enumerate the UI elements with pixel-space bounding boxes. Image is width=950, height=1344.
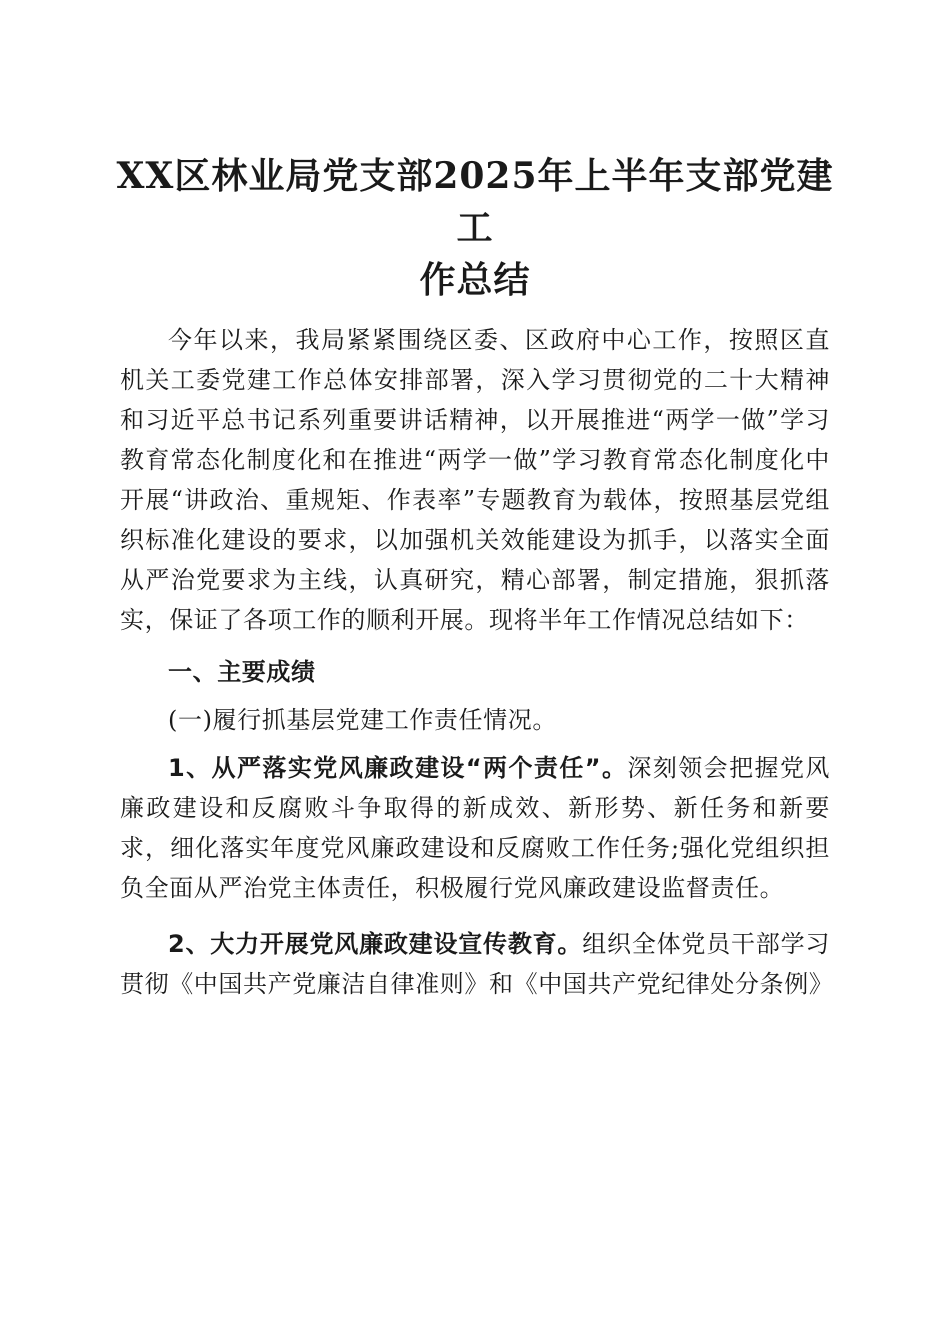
item-1-paragraph — [120, 748, 830, 908]
item-1-lead: 1、从严落实党风廉政建设“两个责任”。 — [168, 754, 628, 782]
item-2-paragraph — [120, 924, 834, 1004]
title-line-1: XX区林业局党支部2025年上半年支部党建工 — [116, 155, 834, 249]
item-2-lead: 2、大力开展党风廉政建设宣传教育。 — [168, 930, 583, 958]
title-line-2: 作总结 — [419, 259, 531, 301]
item-2-body: 组织全体党员干部学习贯彻《中国共产党廉洁自律准则》和《中国共产党纪律处分条例》 — [120, 930, 834, 998]
section-heading-main-achievements: 一、主要成绩 — [168, 658, 316, 686]
document-title — [100, 150, 850, 306]
intro-paragraph: 今年以来，我局紧紧围绕区委、区政府中心工作，按照区直机关工委党建工作总体安排部署，深入学习贯彻党的二十大精神和习近平总书记系列重要讲话精神，以开展推进“两学一做”学习教育常态化制度化和在推进“两学一做”学习教育常态化制度化中开展“讲政治、重规矩、作表率”专题教育为载体，按照基层党组织标准化建设的要求，以加强机关效能建设为抓手，以落实全面从严治党要求为主线，认真研究，精心部署，制定措施，狠抓落实，保证了各项工作的顺利开展。现将半年工作情况总结如下： — [120, 326, 830, 634]
document-body — [120, 320, 834, 1004]
subsection-heading-responsibility: (一)履行抓基层党建工作责任情况。 — [168, 706, 557, 734]
item-1-body: 深刻领会把握党风廉政建设和反腐败斗争取得的新成效、新形势、新任务和新要求，细化落实年度党风廉政建设和反腐败工作任务;强化党组织担负全面从严治党主体责任，积极履行党风廉政建设监督责任。 — [120, 754, 830, 902]
